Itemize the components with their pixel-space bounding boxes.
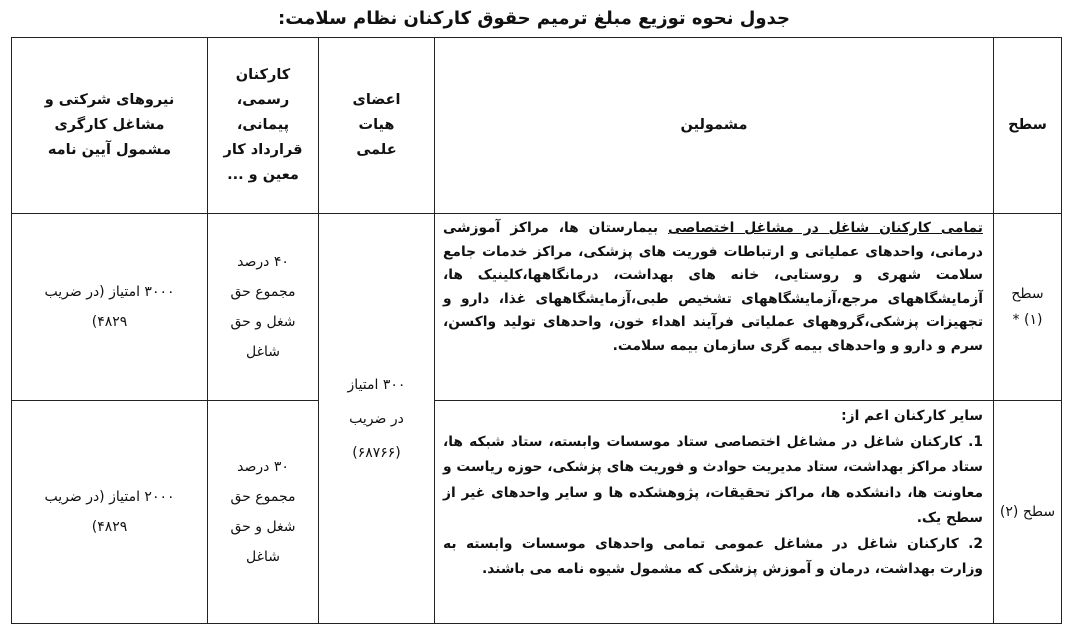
scope-underlined-text: تمامی کارکنان شاغل در مشاغل اختصاصی [667,220,983,236]
scope-intro-text: سایر کارکنان اعم از: [841,408,983,424]
scope-cell [435,401,994,624]
table-header-row [12,38,1062,214]
header-faculty-text: اعضای هیات علمی [352,92,401,158]
header-faculty [319,38,435,214]
company-value-cell [12,401,208,624]
salary-distribution-table [11,37,1062,624]
level-cell [994,214,1062,401]
header-scope: مشمولین [435,38,994,214]
company-value: ۳۰۰۰ امتیاز (در ضریب ۴۸۲۹) [44,284,175,330]
official-value-cell [208,401,319,624]
header-level: سطح [994,38,1062,214]
table-row [12,401,1062,624]
scope-rest-text: بیمارستان ها، مراکز آموزشی درمانی، واحدهای عملیاتی و ارتباطات فوریت های پزشکی، مراکز خدمات جامع سلامت شهری و روستایی، خانه های بهداشت، درمانگاهها،کلینیک ها، آزمایشگاههای مرجع،آزمایشگاههای تشخیص طبی،آزمایشگاههای غذا، دارو و تجهیزات پزشکی،گروههای عملیاتی فرآیند اهداء خون، واحدهای تولید واکسن، سرم و دارو و واحدهای بیمه گری سازمان بیمه سلامت. [443,220,983,354]
level-label: سطح (۱) * [1011,286,1044,328]
header-official [208,38,319,214]
faculty-value-cell [319,214,435,624]
official-value-cell [208,214,319,401]
level-cell [994,401,1062,624]
header-official-text: کارکنان رسمی، پیمانی، قرارداد کار معین و ... [223,67,303,183]
faculty-value: ۳۰۰ امتیاز در ضریب (۶۸۷۶۶) [347,376,406,461]
header-company-text: نیروهای شرکتی و مشاغل کارگری مشمول آیین نامه [44,92,175,158]
company-value: ۲۰۰۰ امتیاز (در ضریب ۴۸۲۹) [44,489,175,535]
scope-item-2: 2. کارکنان شاغل در مشاغل عمومی تمامی واحدهای موسسات وابسته به وزارت بهداشت، درمان و آموزش پزشکی که مشمول شیوه نامه می باشند. [443,535,983,577]
company-value-cell [12,214,208,401]
header-company [12,38,208,214]
level-label: سطح (۲) [999,504,1056,520]
table-title: جدول نحوه توزیع مبلغ ترمیم حقوق کارکنان نظام سلامت: [278,8,790,29]
official-value: ۳۰ درصد مجموع حق شغل و حق شاغل [230,459,296,565]
scope-text [443,217,983,358]
table-row [12,214,1062,401]
scope-item-1: 1. کارکنان شاغل در مشاغل اختصاصی ستاد موسسات وابسته، ستاد شبکه ها، ستاد مراکز بهداشت، ستاد مدیریت حوادث و فوریت های پزشکی، حوزه ریاست و معاونت ها، دانشکده ها، مراکز تحقیقات، پژوهشکده ها و سایر واحدهای غیر از سطح یک. [443,433,983,526]
official-value: ۴۰ درصد مجموع حق شغل و حق شاغل [230,254,296,360]
scope-cell [435,214,994,401]
